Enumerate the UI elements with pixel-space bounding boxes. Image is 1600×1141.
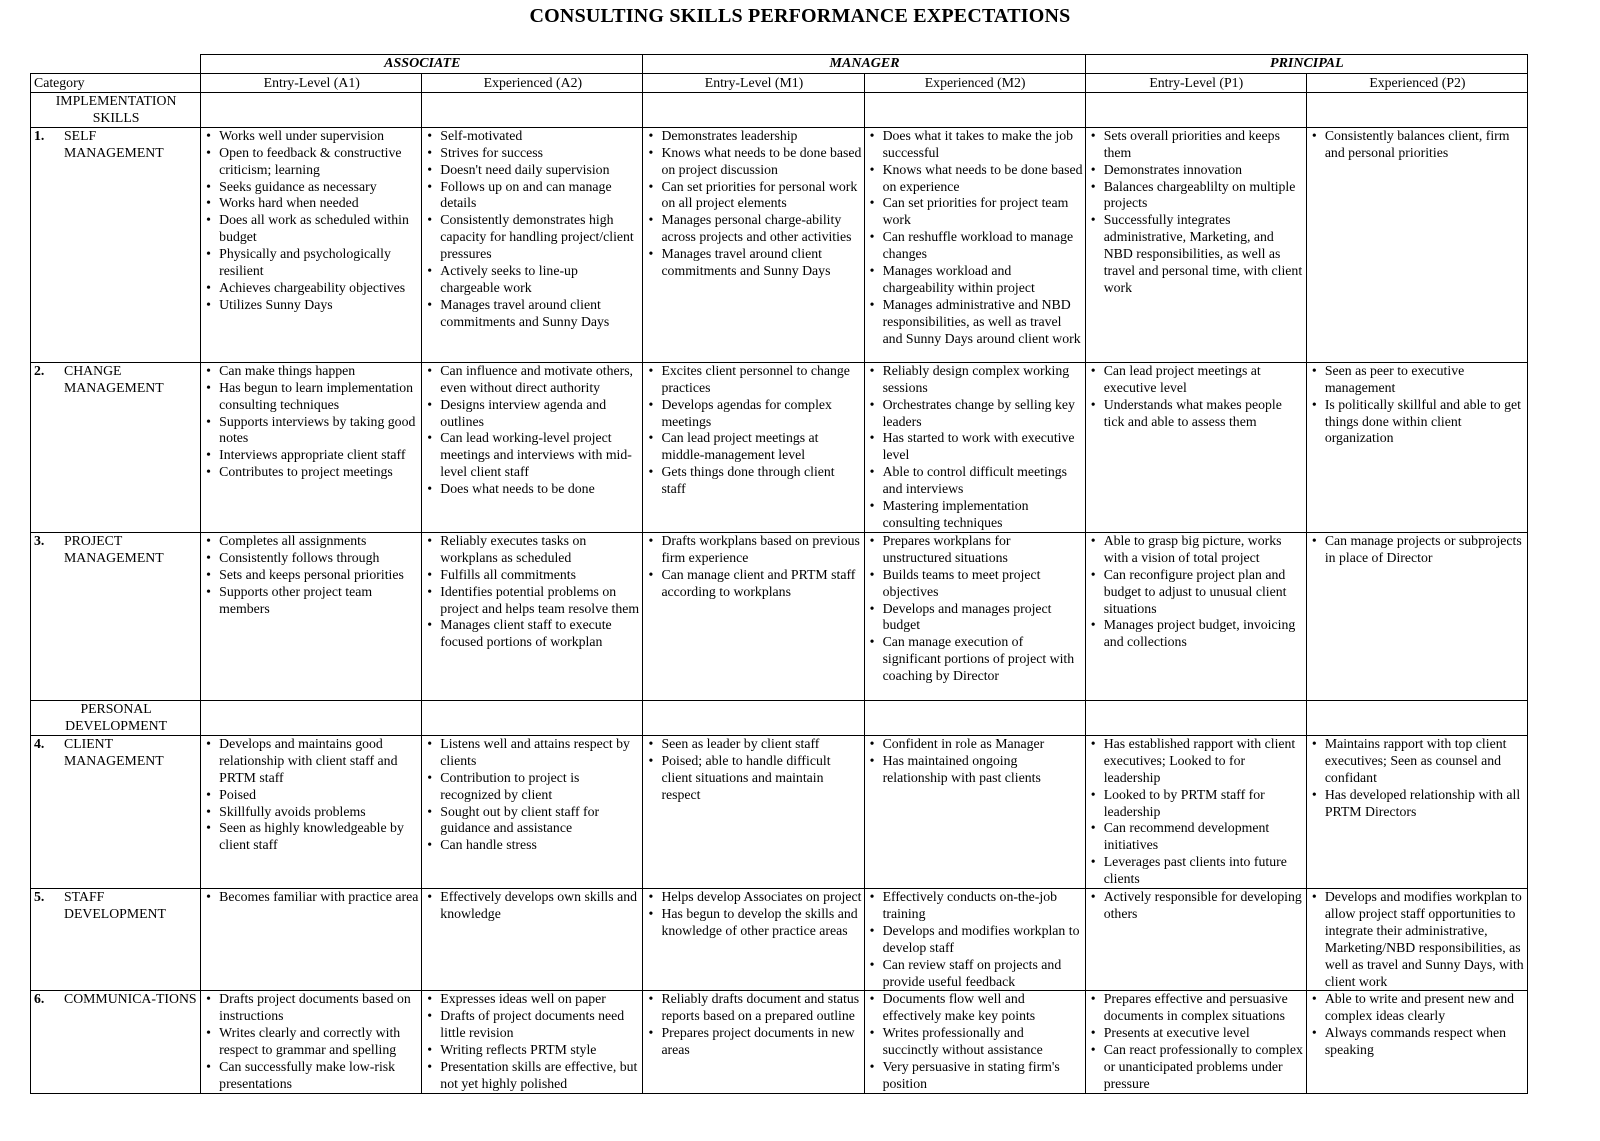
category-number: 4. [34,735,45,751]
expectation-item: • Gets things done through client staff [661,464,861,498]
expectation-item: • Completes all assignments [219,533,419,550]
expectation-cell-a2 [422,127,643,362]
expectation-item: • Has established rapport with client executives; Looked to for leadership [1104,736,1304,787]
expectation-item: • Designs interview agenda and outlines [440,397,640,431]
expectation-item: • Drafts workplans based on previous firm experience [661,533,861,567]
expectation-cell-a1 [201,532,422,700]
expectation-list [1310,991,1525,1059]
expectation-item: • Effectively conducts on-the-job training [883,889,1083,923]
expectation-list [1310,736,1525,821]
expectation-cell-p1 [1085,735,1306,888]
column-header-row [31,74,1528,93]
expectation-item: • Interviews appropriate client staff [219,447,419,464]
expectation-item: • Actively seeks to line-up chargeable work [440,263,640,297]
expectation-cell-a1 [201,362,422,532]
expectation-item: • Open to feedback & constructive criticism; learning [219,145,419,179]
expectation-item: • Prepares project documents in new areas [661,1025,861,1059]
section-row-personal [31,700,1528,735]
expectation-item: • Manages client staff to execute focused portions of workplan [440,617,640,651]
expectation-item: • Contribution to project is recognized by client [440,770,640,804]
expectation-item: • Manages travel around client commitments and Sunny Days [661,246,861,280]
expectation-item: • Does all work as scheduled within budget [219,212,419,246]
expectation-list [1089,889,1304,923]
expectation-item: • Prepares effective and persuasive documents in complex situations [1104,991,1304,1025]
expectation-cell-a2 [422,735,643,888]
expectation-item: • Demonstrates leadership [661,128,861,145]
expectation-item: • Consistently follows through [219,550,419,567]
section-label-implementation: IMPLEMENTATION SKILLS [31,93,201,128]
expectation-item: • Can manage client and PRTM staff according to workplans [661,567,861,601]
section-label-personal: PERSONAL DEVELOPMENT [31,700,201,735]
expectation-list [646,363,861,498]
expectation-item: • Manages project budget, invoicing and collections [1104,617,1304,651]
expectation-item: • Can reconfigure project plan and budget to adjust to unusual client situations [1104,567,1304,618]
expectation-item: • Works well under supervision [219,128,419,145]
expectation-item: • Poised; able to handle difficult client situations and maintain respect [661,753,861,804]
expectation-item: • Can lead project meetings at middle-management level [661,430,861,464]
expectation-item: • Sets and keeps personal priorities [219,567,419,584]
expectation-item: • Always commands respect when speaking [1325,1025,1525,1059]
expectation-cell-p1 [1085,991,1306,1093]
expectation-cell-m1 [643,991,864,1093]
category-number: 2. [34,362,45,378]
expectation-item: • Seen as leader by client staff [661,736,861,753]
expectation-list [204,991,419,1092]
expectation-cell-p2 [1306,532,1527,700]
expectation-cell-m2 [864,889,1085,991]
row-staff-development [31,889,1528,991]
expectation-item: • Develops agendas for complex meetings [661,397,861,431]
row-communications [31,991,1528,1093]
expectation-item: • Identifies potential problems on project and helps team resolve them [440,584,640,618]
expectation-list [204,128,419,314]
expectation-item: • Consistently demonstrates high capacity for handling project/client pressures [440,212,640,263]
category-number: 5. [34,889,45,905]
expectation-list [1089,128,1304,297]
expectation-cell-m2 [864,532,1085,700]
expectation-item: • Can manage execution of significant portions of project with coaching by Director [883,634,1083,685]
expectation-item: • Can set priorities for personal work on all project elements [661,179,861,213]
expectation-item: • Fulfills all commitments [440,567,640,584]
expectation-item: • Seen as peer to executive management [1325,363,1525,397]
expectation-cell-a1 [201,991,422,1093]
expectation-item: • Can reshuffle workload to manage changes [883,229,1083,263]
expectation-item: • Has begun to learn implementation consulting techniques [219,380,419,414]
expectation-list [868,533,1083,685]
category-cell [31,532,201,700]
column-header-category: Category [31,74,201,93]
expectation-item: • Contributes to project meetings [219,464,419,481]
expectation-item: • Physically and psychologically resilient [219,246,419,280]
level-header-row [31,55,1528,74]
expectation-item: • Looked to by PRTM staff for leadership [1104,787,1304,821]
expectation-list [425,533,640,651]
expectation-item: • Can successfully make low-risk presentations [219,1059,419,1093]
expectation-item: • Maintains rapport with top client executives; Seen as counsel and confidant [1325,736,1525,787]
expectation-item: • Confident in role as Manager [883,736,1083,753]
expectation-item: • Presentation skills are effective, but not yet highly polished [440,1059,640,1093]
blank-header-cell [31,55,201,74]
expectation-item: • Reliably drafts document and status reports based on a prepared outline [661,991,861,1025]
expectation-item: • Doesn't need daily supervision [440,162,640,179]
expectation-item: • Consistently balances client, firm and personal priorities [1325,128,1525,162]
expectation-item: • Does what needs to be done [440,481,640,498]
expectation-item: • Develops and modifies workplan to allow project staff opportunities to integrate their administrative, Marketing/NBD responsibilities, as well as travel and Sunny Days, with client work [1325,889,1525,990]
expectation-item: • Knows what needs to be done based on project discussion [661,145,861,179]
expectation-item: • Has started to work with executive level [883,430,1083,464]
expectation-cell-m1 [643,889,864,991]
expectation-item: • Leverages past clients into future clients [1104,854,1304,888]
expectation-item: • Writes clearly and correctly with respect to grammar and spelling [219,1025,419,1059]
expectation-item: • Demonstrates innovation [1104,162,1304,179]
expectation-list [1310,889,1525,990]
expectation-cell-m2 [864,362,1085,532]
expectation-item: • Actively responsible for developing others [1104,889,1304,923]
expectation-cell-m2 [864,127,1085,362]
expectation-list [868,991,1083,1092]
expectation-item: • Utilizes Sunny Days [219,297,419,314]
expectation-item: • Has begun to develop the skills and knowledge of other practice areas [661,906,861,940]
expectation-item: • Strives for success [440,145,640,162]
expectation-list [425,128,640,331]
expectation-list [204,363,419,481]
category-label: SELF MANAGEMENT [64,127,164,160]
expectation-item: • Works hard when needed [219,195,419,212]
expectation-item: • Listens well and attains respect by clients [440,736,640,770]
expectation-item: • Sets overall priorities and keeps them [1104,128,1304,162]
expectation-cell-p2 [1306,127,1527,362]
category-cell [31,127,201,362]
expectation-cell-p2 [1306,889,1527,991]
expectation-item: • Self-motivated [440,128,640,145]
expectation-cell-a2 [422,889,643,991]
expectation-list [1089,991,1304,1092]
expectation-list [425,736,640,854]
category-cell [31,362,201,532]
expectation-list [1089,533,1304,651]
expectation-item: • Reliably design complex working sessions [883,363,1083,397]
expectation-item: • Has maintained ongoing relationship with past clients [883,753,1083,787]
expectation-item: • Can review staff on projects and provide useful feedback [883,957,1083,991]
expectation-list [425,991,640,1092]
expectation-cell-m1 [643,735,864,888]
expectation-cell-m1 [643,362,864,532]
expectation-list [425,889,640,923]
expectation-item: • Supports other project team members [219,584,419,618]
expectation-item: • Develops and modifies workplan to develop staff [883,923,1083,957]
row-change-management [31,362,1528,532]
column-header-p2: Experienced (P2) [1306,74,1527,93]
expectation-cell-p2 [1306,362,1527,532]
expectation-list [425,363,640,498]
column-header-p1: Entry-Level (P1) [1085,74,1306,93]
expectation-list [646,128,861,280]
expectation-item: • Manages travel around client commitments and Sunny Days [440,297,640,331]
expectation-cell-p1 [1085,889,1306,991]
expectation-item: • Able to write and present new and complex ideas clearly [1325,991,1525,1025]
expectation-item: • Writes professionally and succinctly without assistance [883,1025,1083,1059]
category-number: 6. [34,991,45,1007]
expectation-list [204,533,419,618]
expectation-item: • Follows up on and can manage details [440,179,640,213]
level-manager: MANAGER [643,55,1085,74]
expectation-item: • Balances chargeablilty on multiple projects [1104,179,1304,213]
expectation-item: • Successfully integrates administrative, Marketing, and NBD responsibilities, as well as travel and personal time, with client work [1104,212,1304,297]
expectation-list [204,736,419,854]
expectation-item: • Reliably executes tasks on workplans as scheduled [440,533,640,567]
page-title: CONSULTING SKILLS PERFORMANCE EXPECTATIONS [529,5,1071,27]
expectation-item: • Is politically skillful and able to get things done within client organization [1325,397,1525,448]
expectation-item: • Able to control difficult meetings and interviews [883,464,1083,498]
expectation-list [868,363,1083,532]
expectation-item: • Can manage projects or subprojects in place of Director [1325,533,1525,567]
expectation-item: • Develops and manages project budget [883,601,1083,635]
expectation-list [646,736,861,804]
category-cell [31,991,201,1093]
expectation-item: • Presents at executive level [1104,1025,1304,1042]
column-header-a1: Entry-Level (A1) [201,74,422,93]
column-header-a2: Experienced (A2) [422,74,643,93]
category-label: CHANGE MANAGEMENT [64,362,164,395]
expectation-list [868,736,1083,787]
column-header-m2: Experienced (M2) [864,74,1085,93]
expectation-cell-p2 [1306,991,1527,1093]
expectation-item: • Mastering implementation consulting techniques [883,498,1083,532]
performance-matrix [30,54,1528,1094]
expectation-item: • Skillfully avoids problems [219,804,419,821]
expectation-cell-p2 [1306,735,1527,888]
expectation-item: • Can set priorities for project team work [883,195,1083,229]
expectation-item: • Manages workload and chargeability within project [883,263,1083,297]
expectation-list [646,533,861,601]
expectation-item: • Manages personal charge-ability across projects and other activities [661,212,861,246]
expectation-item: • Develops and maintains good relationship with client staff and PRTM staff [219,736,419,787]
category-cell [31,735,201,888]
level-principal: PRINCIPAL [1085,55,1527,74]
expectation-cell-m2 [864,735,1085,888]
expectation-item: • Builds teams to meet project objectives [883,567,1083,601]
expectation-item: • Achieves chargeability objectives [219,280,419,297]
expectation-item: • Poised [219,787,419,804]
expectation-cell-p1 [1085,362,1306,532]
expectation-list [1310,128,1525,162]
expectation-item: • Able to grasp big picture, works with a vision of total project [1104,533,1304,567]
section-row-implementation [31,93,1528,128]
expectation-list [204,889,419,906]
expectation-list [646,889,861,940]
expectation-item: • Drafts project documents based on instructions [219,991,419,1025]
expectation-list [1310,533,1525,567]
expectation-cell-m1 [643,127,864,362]
category-cell [31,889,201,991]
expectation-item: • Can lead project meetings at executive level [1104,363,1304,397]
expectation-list [1089,363,1304,431]
category-label: CLIENT MANAGEMENT [64,735,164,768]
expectation-item: • Orchestrates change by selling key leaders [883,397,1083,431]
expectation-item: • Sought out by client staff for guidance and assistance [440,804,640,838]
expectation-list [1310,363,1525,448]
expectation-list [1089,736,1304,888]
expectation-item: • Supports interviews by taking good notes [219,414,419,448]
expectation-item: • Manages administrative and NBD responsibilities, as well as travel and Sunny Days around client work [883,297,1083,348]
expectation-item: • Documents flow well and effectively make key points [883,991,1083,1025]
expectation-item: • Expresses ideas well on paper [440,991,640,1008]
expectation-item: • Excites client personnel to change practices [661,363,861,397]
expectation-item: • Very persuasive in stating firm's position [883,1059,1083,1093]
expectation-item: • Drafts of project documents need little revision [440,1008,640,1042]
expectation-item: • Can influence and motivate others, even without direct authority [440,363,640,397]
expectation-item: • Becomes familiar with practice area [219,889,419,906]
expectation-cell-a2 [422,362,643,532]
category-number: 1. [34,127,45,143]
expectation-item: • Knows what needs to be done based on experience [883,162,1083,196]
expectation-item: • Can handle stress [440,837,640,854]
expectation-item: • Seen as highly knowledgeable by client staff [219,820,419,854]
expectation-item: • Can react professionally to complex or unanticipated problems under pressure [1104,1042,1304,1093]
expectation-item: • Seeks guidance as necessary [219,179,419,196]
expectation-item: • Does what it takes to make the job successful [883,128,1083,162]
category-label: PROJECT MANAGEMENT [64,532,164,565]
expectation-cell-p1 [1085,532,1306,700]
column-header-m1: Entry-Level (M1) [643,74,864,93]
category-label: COMMUNICA-TIONS [64,991,197,1007]
row-self-management [31,127,1528,362]
expectation-list [646,991,861,1059]
expectation-cell-a1 [201,889,422,991]
expectation-item: • Has developed relationship with all PRTM Directors [1325,787,1525,821]
expectation-cell-m2 [864,991,1085,1093]
expectation-item: • Understands what makes people tick and able to assess them [1104,397,1304,431]
expectation-list [868,889,1083,990]
expectation-item: • Prepares workplans for unstructured situations [883,533,1083,567]
expectation-item: • Writing reflects PRTM style [440,1042,640,1059]
expectation-cell-a1 [201,735,422,888]
expectation-item: • Effectively develops own skills and knowledge [440,889,640,923]
expectation-list [868,128,1083,348]
category-number: 3. [34,532,45,548]
expectation-item: • Can make things happen [219,363,419,380]
expectation-cell-m1 [643,532,864,700]
level-associate: ASSOCIATE [201,55,643,74]
expectation-cell-p1 [1085,127,1306,362]
expectation-item: • Helps develop Associates on project [661,889,861,906]
expectation-cell-a1 [201,127,422,362]
category-label: STAFF DEVELOPMENT [64,889,166,921]
row-client-management [31,735,1528,888]
expectation-item: • Can recommend development initiatives [1104,820,1304,854]
expectation-item: • Can lead working-level project meetings and interviews with mid-level client staff [440,430,640,481]
expectation-cell-a2 [422,532,643,700]
row-project-management [31,532,1528,700]
expectation-cell-a2 [422,991,643,1093]
